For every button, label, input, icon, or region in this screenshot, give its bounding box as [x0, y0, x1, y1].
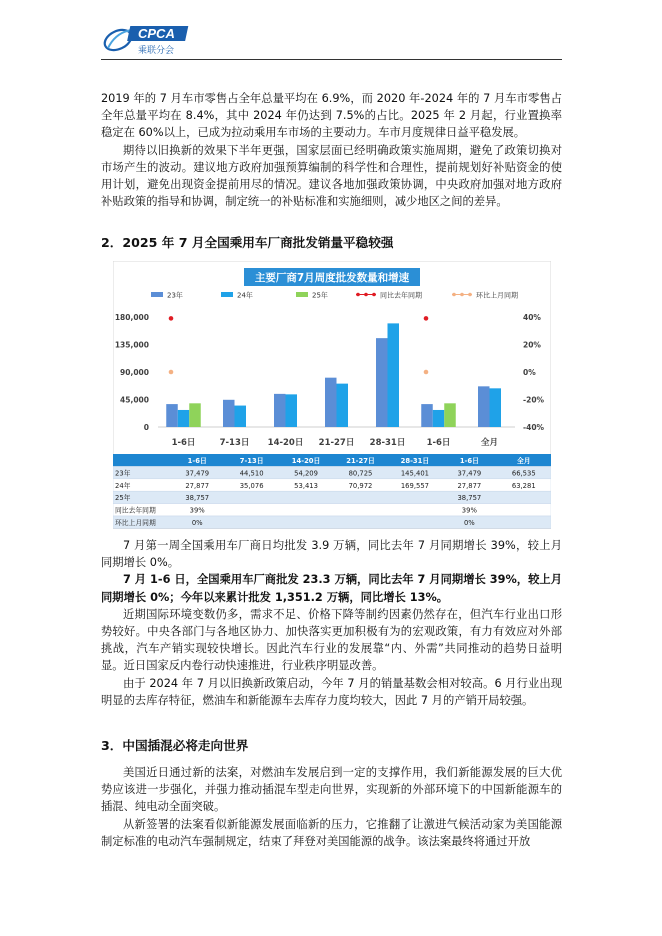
legend-marker: [468, 293, 472, 297]
table-cell: 37,479: [457, 469, 482, 478]
table-header-cell: 1-6日: [187, 457, 207, 465]
point-环比上月同期: [424, 370, 429, 375]
table-cell: 38,757: [457, 494, 482, 503]
section-2-heading: 2．2025 年 7 月全国乘用车厂商批发销量平稳较强: [101, 235, 394, 250]
y2-tick-label: 0%: [523, 368, 536, 377]
paragraph-highlight: 7 月 1-6 日，全国乘用车厂商批发 23.3 万辆，同比去年 7 月同期增长 39%，较上月同期增长 0%；今年以来累计批发 1,351.2 万辆，同比增长 13%。: [101, 573, 562, 604]
bar-23年: [274, 394, 286, 427]
header-rule: [101, 59, 562, 60]
section-2: [101, 537, 562, 709]
y-tick-label: 45,000: [120, 395, 149, 405]
paragraph: 7 月第一周全国乘用车厂商日均批发 3.9 万辆，同比去年 7 月同期增长 39%，较上月同期增长 0%。: [101, 539, 562, 570]
bar-23年: [223, 400, 235, 427]
legend-label: 同比去年同期: [380, 291, 422, 300]
legend-label: 24年: [237, 291, 253, 300]
legend-marker: [452, 293, 456, 297]
table-row-label: 24年: [115, 481, 131, 490]
logo-text-cn: 乘联分会: [138, 46, 175, 56]
table-header-cell: 1-6日: [459, 457, 479, 465]
legend-swatch: [296, 292, 308, 297]
paragraph: 从新签署的法案看似新能源发展面临新的压力，它推翻了让激进气候活动家为美国能源制定标准的电动汽车强制规定，结束了拜登对美国能源的战争。该法案最终将通过开放: [101, 817, 562, 848]
table-header-cell: 14-20日: [291, 457, 321, 465]
table-cell: 39%: [189, 506, 205, 515]
y-tick-label: 0: [143, 423, 149, 432]
paragraph: 由于 2024 年 7 月以旧换新政策启动，今年 7 月的销量基数会相对较高。6 月行业出现明显的去库存特征，燃油车和新能源车去库存力度均较大，因此 7 月的产销开局较强。: [101, 676, 562, 707]
table-header-cell: 7-13日: [239, 457, 264, 465]
table-row: [113, 466, 551, 478]
legend-swatch: [151, 292, 163, 297]
table-header-row: [113, 454, 551, 466]
bar-23年: [325, 378, 337, 427]
bar-24年: [235, 406, 247, 427]
legend-marker: [356, 293, 360, 297]
bar-23年: [166, 404, 178, 427]
data-table: [113, 454, 551, 528]
legend-marker: [372, 293, 376, 297]
section-1: [101, 90, 562, 210]
bar-25年: [444, 403, 456, 427]
table-cell: 0%: [191, 519, 203, 527]
y-tick-label: 180,000: [114, 313, 149, 322]
table-cell: 44,510: [239, 469, 264, 478]
table-row-label: 23年: [115, 469, 131, 478]
y2-tick-label: -40%: [523, 423, 545, 432]
weekly-wholesale-chart: [113, 261, 551, 529]
table-cell: 70,972: [348, 481, 373, 490]
table-cell: 35,076: [239, 481, 264, 490]
chart-title: 主要厂商7月周度批发数量和增速: [254, 272, 410, 284]
bar-24年: [178, 410, 190, 427]
bar-24年: [388, 323, 400, 427]
x-tick-label: 28-31日: [369, 438, 406, 448]
table-cell: 63,281: [511, 481, 536, 490]
bar-24年: [337, 384, 349, 427]
legend-label: 环比上月同期: [476, 291, 518, 300]
point-同比去年同期: [424, 316, 429, 321]
x-tick-label: 1-6日: [426, 438, 451, 448]
legend-marker: [364, 293, 368, 297]
section-3: [101, 764, 562, 850]
table-cell: 38,757: [185, 494, 210, 503]
cpca-logo: [102, 18, 212, 60]
table-cell: 53,413: [294, 481, 318, 490]
table-row: [113, 516, 551, 528]
table-cell: 54,209: [294, 469, 318, 478]
table-cell: 0%: [463, 519, 475, 527]
table-cell: 80,725: [348, 469, 373, 478]
x-tick-label: 14-20日: [267, 438, 304, 448]
table-header-cell: 28-31日: [400, 457, 430, 465]
table-cell: 37,479: [185, 469, 210, 478]
legend-swatch: [221, 292, 233, 297]
bar-24年: [433, 410, 445, 427]
table-header-cell: 全月: [516, 457, 531, 465]
table-row: [113, 504, 551, 516]
point-环比上月同期: [169, 370, 174, 375]
x-axis-labels: [172, 437, 498, 448]
table-row-label: 25年: [115, 494, 131, 503]
table-header-cell: 21-27日: [346, 457, 375, 465]
paragraph: 期待以旧换新的效果下半年更强，国家层面已经明确政策实施周期，避免了政策切换对市场产生的波动。建议地方政府加强预算编制的科学性和合理性，提前规划好补贴资金的使用计划，避免出现资金提前用尽的情况。建议各地加强政策协调，中央政府加强对地方政府补贴政策的指导和协调，制定统一的补贴标准和实施细则，减少地区之间的差异。: [101, 143, 562, 209]
x-tick-label: 21-27日: [318, 438, 355, 448]
legend-label: 25年: [312, 291, 328, 300]
logo-text-en: CPCA: [138, 26, 175, 41]
legend-label: 23年: [167, 291, 183, 300]
bar-23年: [421, 404, 433, 427]
y-tick-label: 135,000: [114, 340, 149, 350]
x-tick-label: 1-6日: [171, 438, 196, 448]
bar-23年: [376, 338, 388, 427]
x-tick-label: 7-13日: [219, 438, 250, 448]
paragraph: 近期国际环境变数仍多，需求不足、价格下降等制约因素仍然存在，但汽车行业出口形势较好。中央各部门与各地区协力、加快落实更加积极有为的宏观政策，有力有效应对外部挑战，汽车产销实现较快增长。因此汽车行业的发展靠“内、外需”共同推动的趋势日益明显。近日国家反内卷行动快速推进，行业秩序明显改善。: [101, 607, 562, 673]
point-同比去年同期: [169, 316, 174, 321]
bar-25年: [189, 403, 201, 427]
table-row-label: 同比去年同期: [115, 506, 156, 515]
table-cell: 27,877: [457, 481, 482, 490]
table-row-label: 环比上月同期: [115, 519, 156, 527]
y-tick-label: 90,000: [120, 368, 149, 377]
y2-tick-label: 20%: [523, 340, 541, 350]
bar-23年: [478, 386, 490, 427]
bar-24年: [286, 394, 298, 427]
x-tick-label: 全月: [480, 438, 499, 448]
section-3-heading: 3．中国插混必将走向世界: [101, 738, 249, 753]
bar-24年: [490, 388, 502, 427]
table-row: [113, 491, 551, 503]
y2-tick-label: 40%: [523, 313, 541, 322]
table-cell: 66,535: [511, 469, 536, 478]
table-cell: 39%: [461, 506, 477, 515]
table-cell: 145,401: [400, 469, 429, 478]
y2-tick-label: -20%: [523, 395, 545, 405]
paragraph: 2019 年的 7 月车市零售占全年总量平均在 6.9%，而 2020 年-2024 年的 7 月车市零售占全年总量平均在 8.4%，其中 2024 年仍达到 7.5%的占比。2025 年 2 月起，行业置换率稳定在 60%以上，已成为拉动乘用车市场的主要动力。车市月度规律日益平稳发展。: [101, 92, 562, 140]
legend-marker: [460, 293, 464, 297]
table-cell: 169,557: [400, 481, 429, 490]
paragraph: 美国近日通过新的法案，对燃油车发展启到一定的支撑作用，我们新能源发展的巨大优势应该进一步强化，并强力推动插混车型走向世界，实现新的外部环境下的中国新能源车的插混、纯电动全面突破。: [101, 766, 562, 814]
table-cell: 27,877: [185, 481, 210, 490]
table-row: [113, 479, 551, 491]
